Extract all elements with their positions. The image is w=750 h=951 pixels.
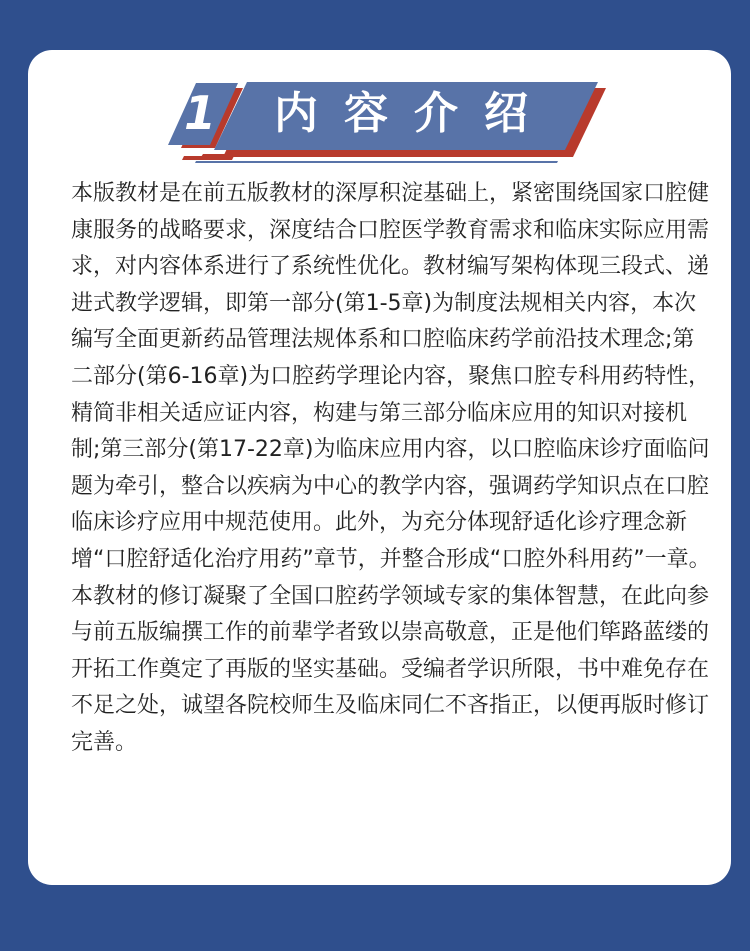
section-title: 内容介绍 <box>274 88 554 139</box>
title-banner-line-2 <box>195 161 558 163</box>
intro-text <box>71 176 711 762</box>
paragraph-1: 本版教材是在前五版教材的深厚积淀基础上，紧密围绕国家口腔健康服务的战略要求，深度结合口腔医学教育需求和临床实际应用需求，对内容体系进行了系统性优化。教材编写架构体现三段式、递进式教学逻辑，即第一部分(第1-5章)为制度法规相关内容，本次编写全面更新药品管理法规体系和口腔临床药学前沿技术理念;第二部分(第6-16章)为口腔药学理论内容，聚焦口腔专科用药特性，精简非相关适应证内容，构建与第三部分临床应用的知识对接机制;第三部分(第17-22章)为临床应用内容，以口腔临床诊疗面临问题为牵引，整合以疾病为中心的教学内容，强调药学知识点在口腔临床诊疗应用中规范使用。此外，为充分体现舒适化诊疗理念新增“口腔舒适化治疗用药”章节，并整合形成“口腔外科用药”一章。 <box>71 181 711 572</box>
section-number: 1 <box>183 86 216 140</box>
section-header <box>28 50 731 190</box>
content-card <box>28 50 731 885</box>
title-banner-line-1 <box>201 154 573 157</box>
paragraph-2: 本教材的修订凝聚了全国口腔药学领域专家的集体智慧，在此向参与前五版编撰工作的前辈学者致以崇高敬意，正是他们筚路蓝缕的开拓工作奠定了再版的坚实基础。受编者学识所限，书中难免存在不足之处，诚望各院校师生及临床同仁不吝指正，以便再版时修订完善。 <box>71 583 710 755</box>
